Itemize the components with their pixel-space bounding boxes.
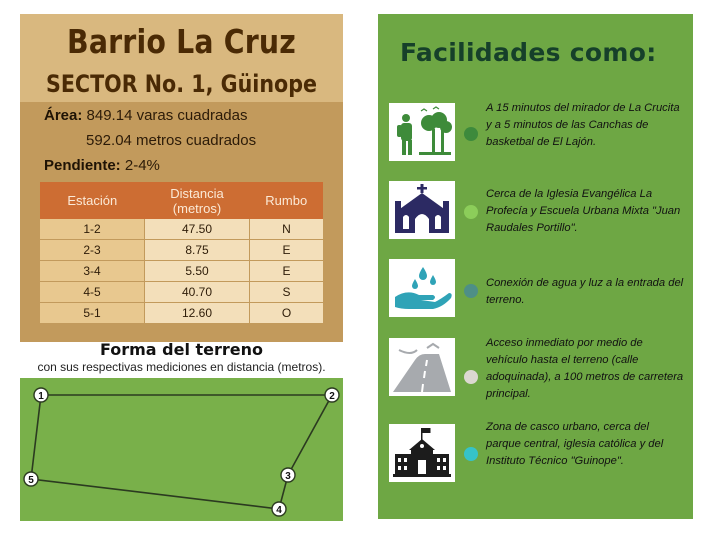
page-title: Barrio La Cruz	[67, 22, 296, 61]
page-subtitle: SECTOR No. 1, Güinope	[45, 70, 318, 98]
road-icon	[389, 338, 455, 396]
vertex-label: 5	[28, 475, 34, 486]
vertex-label: 4	[276, 505, 282, 516]
vertex-label: 3	[285, 471, 291, 482]
cell-rumbo: E	[250, 240, 324, 261]
cell-estacion: 4-5	[40, 282, 145, 303]
cell-rumbo: E	[250, 261, 324, 282]
area-line	[44, 107, 247, 124]
forma-subtitle: con sus respectivas mediciones en distancia (metros).	[37, 360, 326, 374]
cell-distancia: 8.75	[145, 240, 250, 261]
vertex-2	[325, 388, 339, 402]
cell-rumbo: O	[250, 303, 324, 324]
header-distancia: Distancia (metros)	[145, 182, 250, 219]
cell-estacion: 1-2	[40, 219, 145, 240]
cell-estacion: 2-3	[40, 240, 145, 261]
table-row	[40, 261, 323, 282]
table-row	[40, 240, 323, 261]
area-label: Área:	[44, 107, 83, 124]
vertex-4	[272, 502, 286, 516]
vertex-label: 1	[38, 391, 44, 402]
area-metros: 592.04 metros cuadrados	[86, 132, 257, 149]
facility-text: A 15 minutos del mirador de La Crucita y a 5 minutos de las Canchas de basketbal de El Lajón.	[486, 102, 680, 148]
cell-distancia: 47.50	[145, 219, 250, 240]
pendiente-value: 2-4%	[124, 157, 160, 174]
header-estacion: Estación	[40, 182, 145, 219]
cell-distancia: 12.60	[145, 303, 250, 324]
facility-text: Cerca de la Iglesia Evangélica La Profecía y Escuela Urbana Mixta "Juan Raudales Portillo".	[486, 188, 681, 234]
table-header-row	[40, 182, 323, 219]
church-icon	[389, 181, 455, 239]
vertex-3	[281, 468, 295, 482]
facilities-panel	[378, 14, 693, 519]
facilities-title: Facilidades como:	[400, 38, 657, 67]
hiker-icon	[389, 103, 455, 161]
cell-rumbo: N	[250, 219, 324, 240]
table-row	[40, 219, 323, 240]
terrain-shape-plot	[20, 378, 343, 521]
title-block	[20, 14, 343, 102]
cell-estacion: 5-1	[40, 303, 145, 324]
cell-distancia: 40.70	[145, 282, 250, 303]
table-row	[40, 303, 323, 324]
cell-distancia: 5.50	[145, 261, 250, 282]
header-rumbo: Rumbo	[250, 182, 324, 219]
facility-text: Zona de casco urbano, cerca del parque central, iglesia católica y del Instituto Técnico "Guinope".	[486, 421, 664, 467]
pendiente-label: Pendiente:	[44, 157, 121, 174]
cell-estacion: 3-4	[40, 261, 145, 282]
school-icon	[389, 424, 455, 482]
facility-text: Conexión de agua y luz a la entrada del terreno.	[486, 277, 684, 306]
facility-dot	[464, 447, 478, 461]
facility-dot	[464, 205, 478, 219]
terrain-outline	[31, 395, 332, 509]
area-varas: 849.14 varas cuadradas	[86, 107, 248, 124]
cell-rumbo: S	[250, 282, 324, 303]
pendiente-line	[44, 157, 160, 174]
vertex-5	[24, 472, 38, 486]
facility-dot	[464, 127, 478, 141]
vertex-label: 2	[329, 391, 335, 402]
water-hand-icon	[389, 259, 455, 317]
facility-text: Acceso inmediato por medio de vehículo hasta el terreno (calle adoquinada), a 100 metros de carretera principal.	[486, 337, 684, 400]
table-row	[40, 282, 323, 303]
facility-dot	[464, 370, 478, 384]
stations-table	[40, 182, 323, 324]
vertex-1	[34, 388, 48, 402]
facility-dot	[464, 284, 478, 298]
terrain-shape-svg	[20, 378, 343, 521]
forma-title: Forma del terreno	[99, 340, 264, 359]
